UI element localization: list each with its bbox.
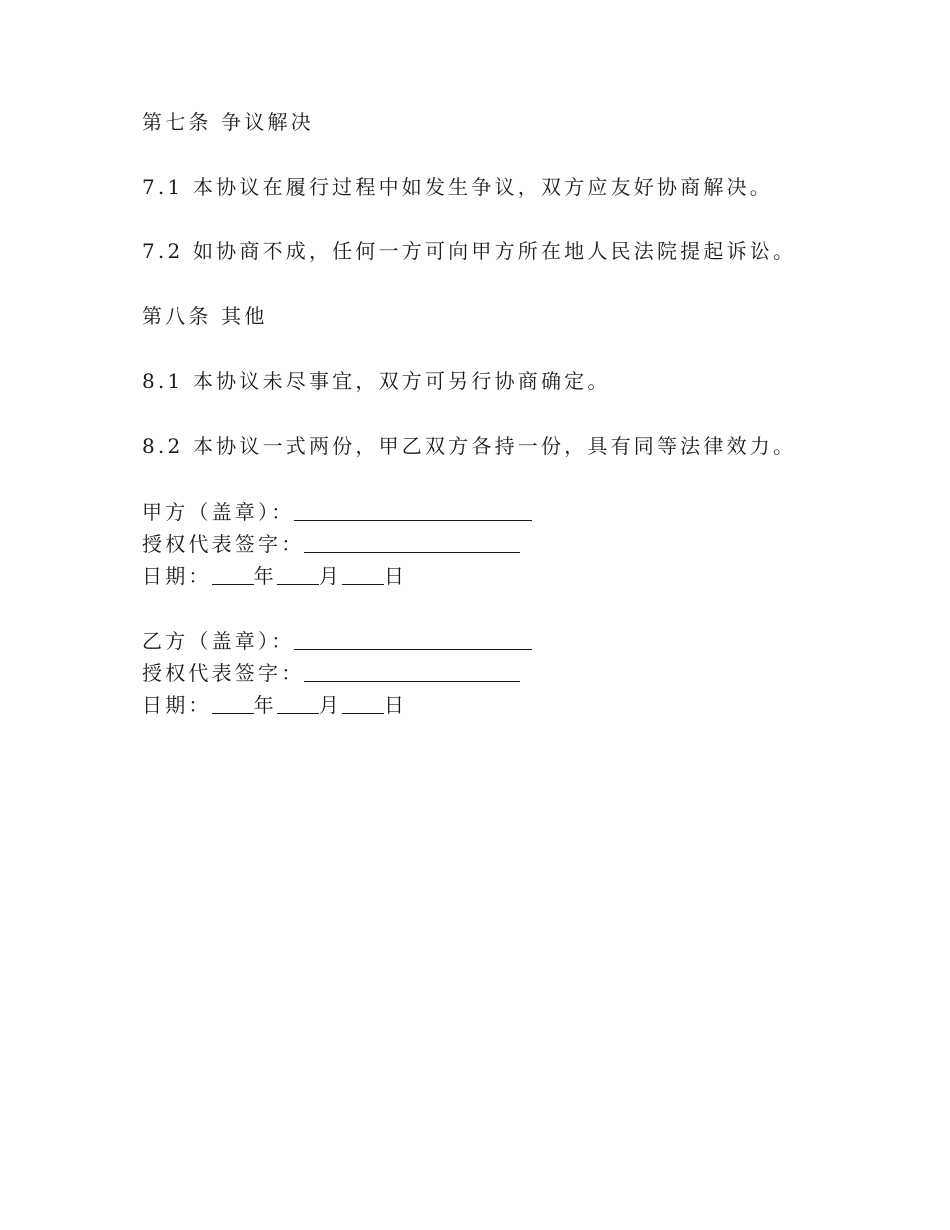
party-b-seal-blank bbox=[294, 629, 532, 650]
party-a-year-blank bbox=[212, 564, 254, 585]
article-8-heading: 第八条 其他 bbox=[142, 304, 268, 328]
party-b-seal-row bbox=[142, 627, 532, 655]
party-b-month-blank bbox=[277, 693, 319, 714]
party-b-day-label: 日 bbox=[384, 693, 408, 717]
party-a-seal-row bbox=[142, 498, 532, 526]
party-a-seal-label: 甲方（盖章）： bbox=[142, 500, 295, 524]
party-b-signature-blank bbox=[304, 661, 520, 682]
party-a-day-blank bbox=[342, 564, 384, 585]
party-a-signature-row bbox=[142, 530, 520, 558]
party-b-signature-label: 授权代表签字： bbox=[142, 661, 305, 685]
clause-8-1: 8.1 本协议未尽事宜，双方可另行协商确定。 bbox=[142, 369, 611, 393]
clause-7-1: 7.1 本协议在履行过程中如发生争议，双方应友好协商解决。 bbox=[142, 175, 773, 199]
party-b-date-row bbox=[142, 691, 407, 719]
party-a-month-blank bbox=[277, 564, 319, 585]
party-a-signature-label: 授权代表签字： bbox=[142, 532, 305, 556]
party-b-year-label: 年 bbox=[253, 693, 277, 717]
party-b-year-blank bbox=[212, 693, 254, 714]
party-a-seal-blank bbox=[294, 500, 532, 521]
party-b-month-label: 月 bbox=[318, 693, 343, 717]
party-b-day-blank bbox=[342, 693, 384, 714]
clause-8-2: 8.2 本协议一式两份，甲乙双方各持一份，具有同等法律效力。 bbox=[142, 434, 797, 458]
party-a-signature-blank bbox=[304, 532, 520, 553]
clause-7-2: 7.2 如协商不成，任何一方可向甲方所在地人民法院提起诉讼。 bbox=[142, 239, 797, 263]
article-7-heading: 第七条 争议解决 bbox=[142, 110, 314, 134]
party-a-year-label: 年 bbox=[253, 564, 277, 588]
party-b-date-label: 日期： bbox=[142, 693, 212, 717]
party-b-signature-row bbox=[142, 659, 520, 687]
party-a-month-label: 月 bbox=[318, 564, 343, 588]
party-a-date-row bbox=[142, 562, 407, 590]
party-a-day-label: 日 bbox=[384, 564, 408, 588]
party-a-date-label: 日期： bbox=[142, 564, 212, 588]
party-b-seal-label: 乙方（盖章）： bbox=[142, 629, 295, 653]
